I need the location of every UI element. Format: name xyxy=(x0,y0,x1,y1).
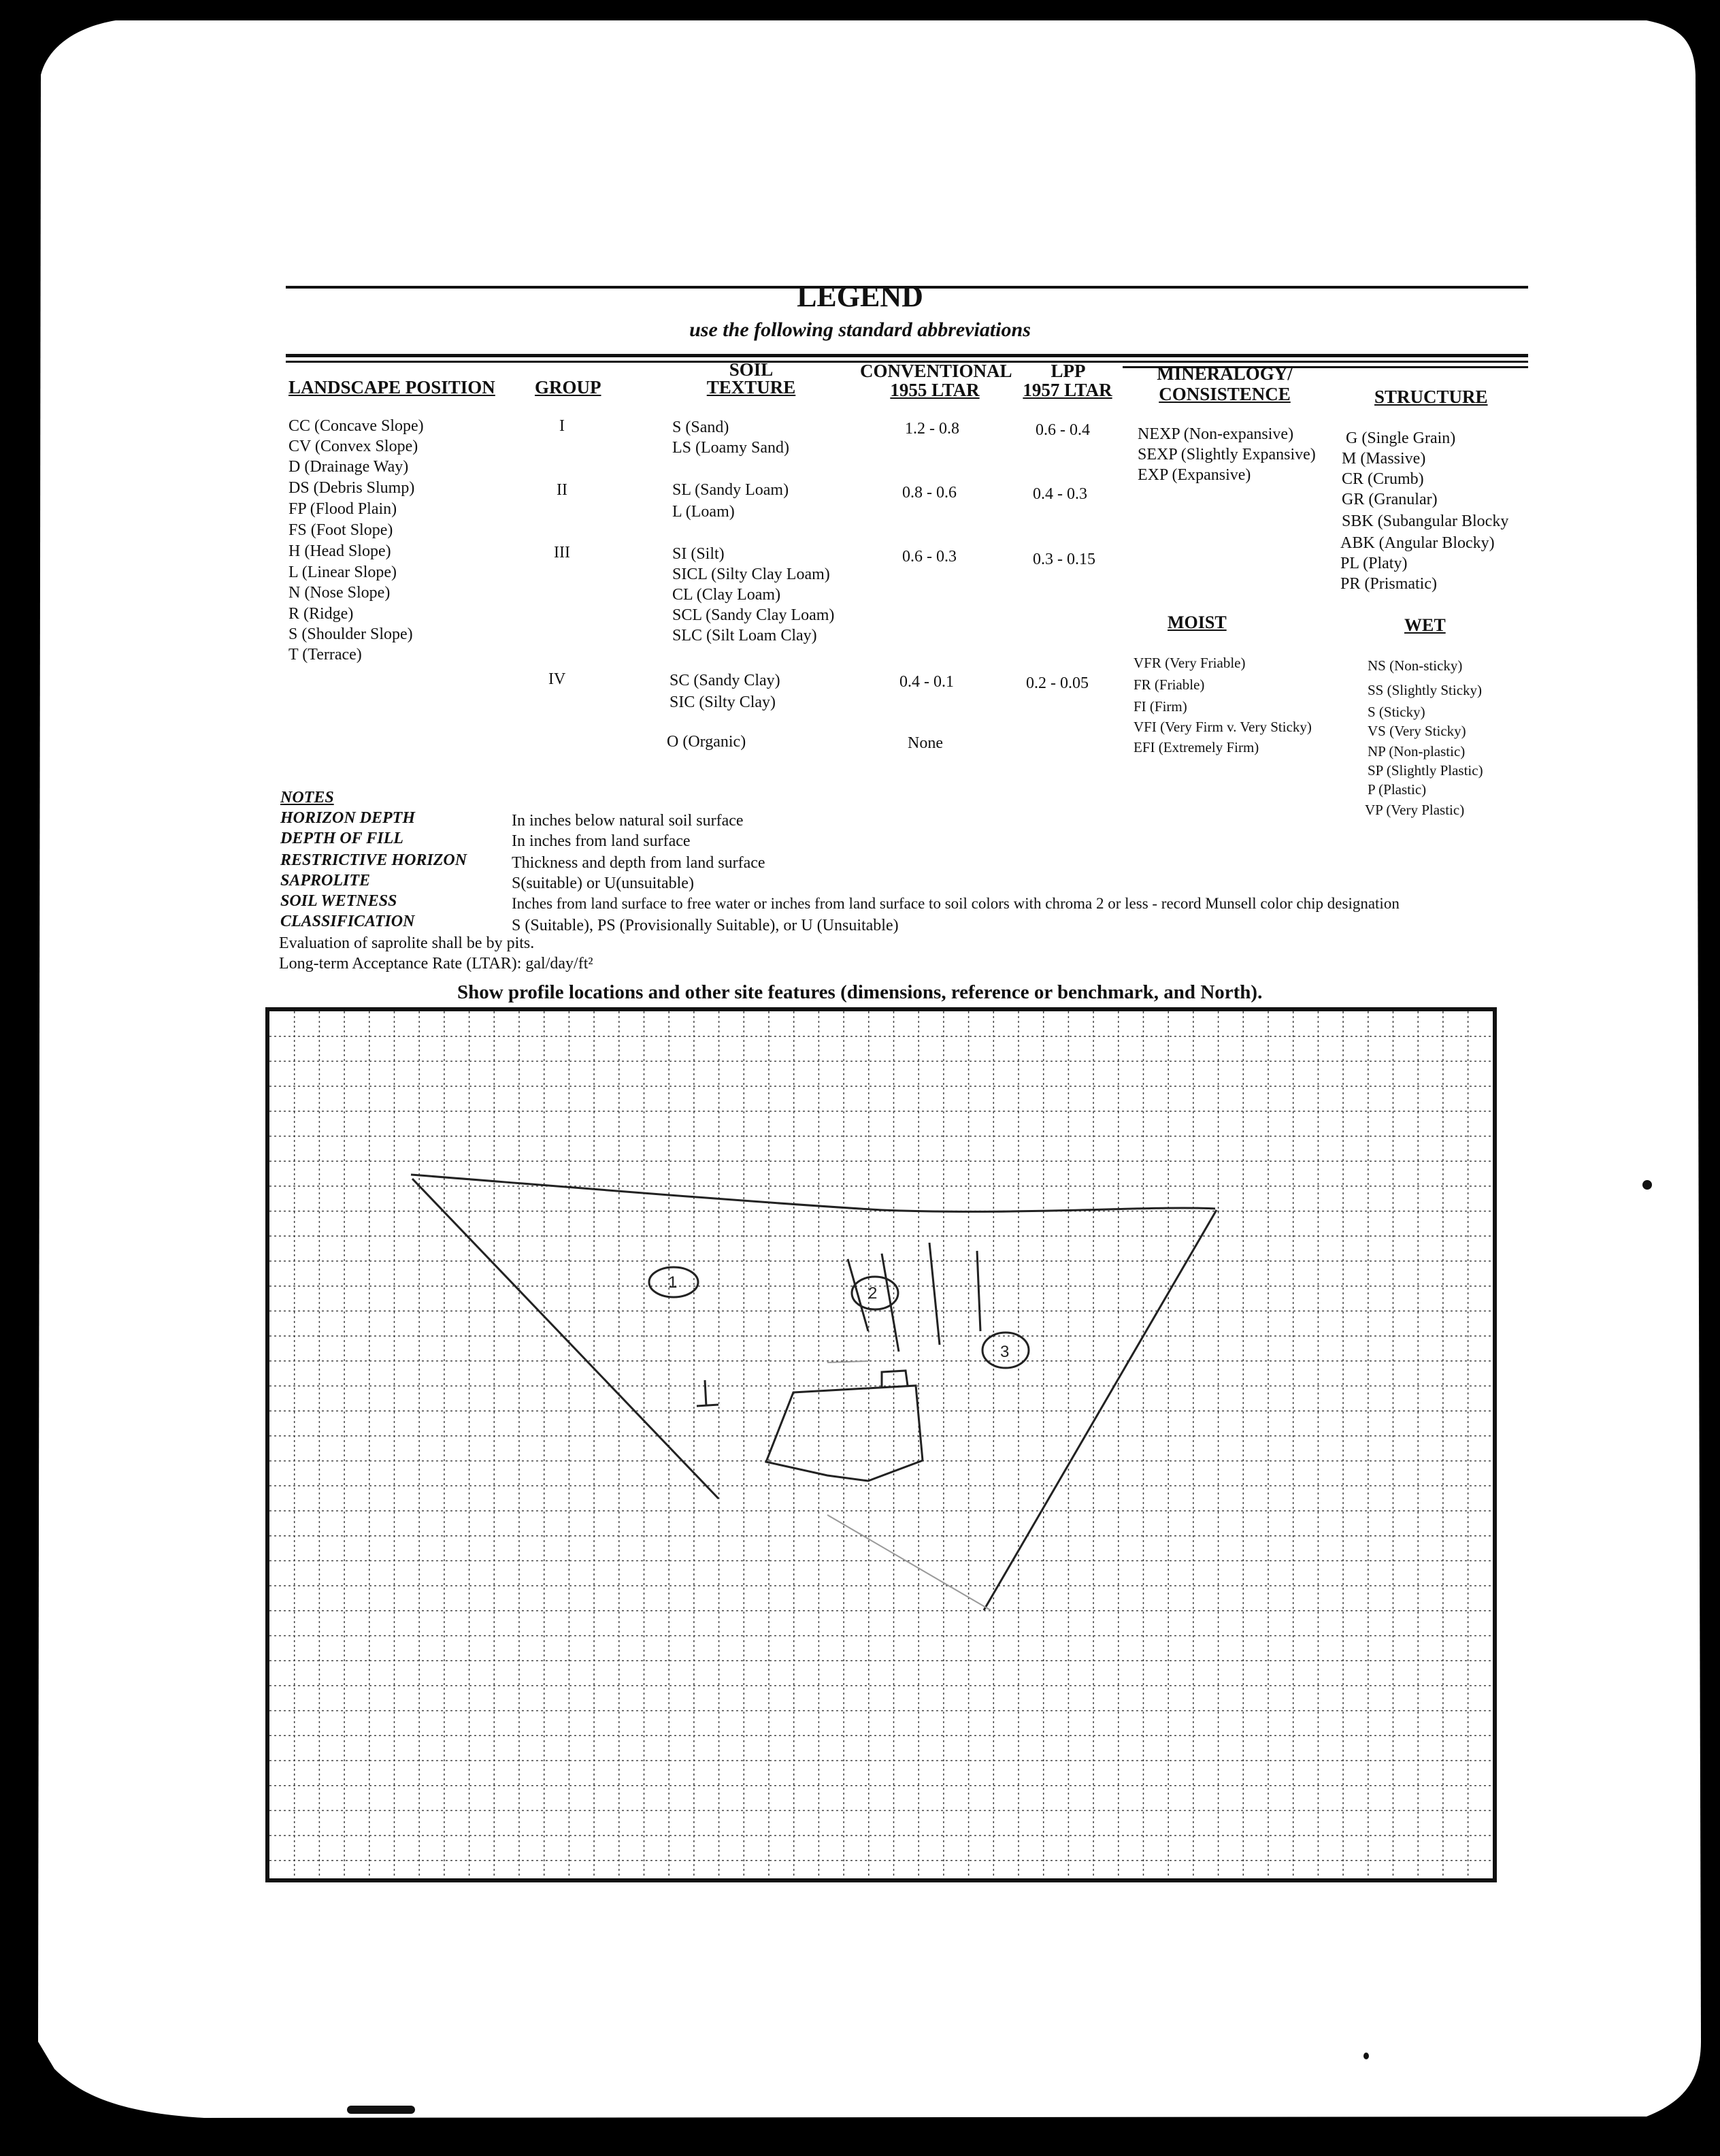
soil-texture: LS (Loamy Sand) xyxy=(672,439,789,457)
conventional-header-line2: 1955 LTAR xyxy=(890,380,980,400)
structure-item: GR (Granular) xyxy=(1342,491,1438,508)
note-label: DEPTH OF FILL xyxy=(280,830,403,847)
note-label: HORIZON DEPTH xyxy=(280,809,415,827)
landscape-item: L (Linear Slope) xyxy=(288,564,397,581)
conventional-ltar: 1.2 - 0.8 xyxy=(905,420,959,438)
soil-texture: S (Sand) xyxy=(672,419,729,436)
wet-item: SS (Slightly Sticky) xyxy=(1368,682,1483,698)
conventional-header-line1: CONVENTIONAL xyxy=(860,361,1012,381)
soil-texture: SIC (Silty Clay) xyxy=(669,693,776,711)
wet-header: WET xyxy=(1404,615,1446,635)
wet-item: SP (Slightly Plastic) xyxy=(1368,762,1483,779)
sketch-line-b xyxy=(882,1254,899,1352)
sketch-building xyxy=(766,1386,923,1481)
soil-texture: SICL (Silty Clay Loam) xyxy=(672,566,830,583)
note-label: SOIL WETNESS xyxy=(280,892,397,910)
structure-item: PL (Platy) xyxy=(1340,555,1408,572)
wet-item: NP (Non-plastic) xyxy=(1368,743,1466,760)
note-text: S (Suitable), PS (Provisionally Suitable), or U (Unsuitable) xyxy=(512,917,899,934)
note-text: S(suitable) or U(unsuitable) xyxy=(512,875,694,892)
lpp-header-line2: 1957 LTAR xyxy=(1023,380,1112,400)
structure-item: PR (Prismatic) xyxy=(1340,575,1437,593)
soil-texture: SCL (Sandy Clay Loam) xyxy=(672,606,835,624)
wet-item: S (Sticky) xyxy=(1368,704,1425,720)
group-number: II xyxy=(557,481,567,499)
note-text: In inches below natural soil surface xyxy=(512,812,744,830)
soil-header-line1: SOIL xyxy=(729,359,774,380)
soil-texture: O (Organic) xyxy=(667,733,746,751)
wet-item: P (Plastic) xyxy=(1368,781,1427,798)
sketch-triangle-top xyxy=(411,1175,1215,1211)
structure-item: ABK (Angular Blocky) xyxy=(1340,534,1495,552)
lpp-ltar: 0.3 - 0.15 xyxy=(1033,551,1095,568)
saprolite-evaluation: Evaluation of saprolite shall be by pits. xyxy=(279,934,535,952)
sketch-label-3: 3 xyxy=(1000,1343,1010,1361)
conventional-ltar: 0.4 - 0.1 xyxy=(899,673,954,691)
group-number: IV xyxy=(548,670,566,688)
landscape-item: R (Ridge) xyxy=(288,605,354,623)
structure-item: SBK (Subangular Blocky xyxy=(1342,512,1509,530)
mineralogy-header-line1: MINERALOGY/ xyxy=(1157,363,1293,384)
mineralogy-item: EXP (Expansive) xyxy=(1138,466,1251,484)
structure-item: M (Massive) xyxy=(1342,450,1426,468)
landscape-position-header: LANDSCAPE POSITION xyxy=(288,377,495,397)
group-number: I xyxy=(559,417,565,435)
wet-item: VP (Very Plastic) xyxy=(1365,802,1465,818)
conventional-ltar: 0.8 - 0.6 xyxy=(902,484,957,502)
moist-header: MOIST xyxy=(1168,612,1227,632)
landscape-item: D (Drainage Way) xyxy=(288,458,409,476)
mineralogy-item: SEXP (Slightly Expansive) xyxy=(1138,446,1316,463)
soil-texture: L (Loam) xyxy=(672,503,735,521)
legend-title: LEGEND xyxy=(797,280,923,313)
soil-texture: SC (Sandy Clay) xyxy=(669,672,780,689)
ltar-note: Long-term Acceptance Rate (LTAR): gal/day/ft² xyxy=(279,955,593,973)
landscape-item: N (Nose Slope) xyxy=(288,584,391,602)
sketch-building-notch xyxy=(882,1371,908,1387)
soil-texture: CL (Clay Loam) xyxy=(672,586,781,604)
lpp-header-line1: LPP xyxy=(1051,361,1086,381)
sketch-line-a xyxy=(848,1259,868,1331)
conventional-ltar: 0.6 - 0.3 xyxy=(902,548,957,566)
sketch-label-2: 2 xyxy=(868,1284,878,1303)
landscape-item: CV (Convex Slope) xyxy=(288,438,418,455)
wet-item: VS (Very Sticky) xyxy=(1368,723,1466,739)
scan-speck xyxy=(1363,2053,1369,2059)
site-instruction: Show profile locations and other site features (dimensions, reference or benchmark, and North). xyxy=(457,981,1263,1003)
mineralogy-header-line2: CONSISTENCE xyxy=(1159,384,1291,404)
soil-header-line2: TEXTURE xyxy=(706,377,796,397)
landscape-item: H (Head Slope) xyxy=(288,542,391,560)
sketch-line-d xyxy=(977,1251,980,1331)
note-label: RESTRICTIVE HORIZON xyxy=(280,851,467,869)
sketch-label-1: 1 xyxy=(668,1273,678,1292)
structure-item: CR (Crumb) xyxy=(1342,470,1424,488)
landscape-item: DS (Debris Slump) xyxy=(288,479,415,497)
note-text: In inches from land surface xyxy=(512,832,691,850)
sketch-tick-left xyxy=(697,1380,718,1406)
mineralogy-item: NEXP (Non-expansive) xyxy=(1138,425,1294,443)
moist-item: VFR (Very Friable) xyxy=(1134,655,1246,671)
group-number: III xyxy=(554,544,570,561)
site-sketch-drawing xyxy=(411,1175,1217,1610)
note-text: Inches from land surface to free water or inches from land surface to soil colors with chroma 2 or less - record Munsell color chip designation xyxy=(512,895,1400,912)
moist-item: FI (Firm) xyxy=(1134,698,1187,715)
grid-lines xyxy=(269,1011,1493,1878)
moist-item: VFI (Very Firm v. Very Sticky) xyxy=(1134,719,1312,735)
note-label: SAPROLITE xyxy=(280,872,371,889)
note-text: Thickness and depth from land surface xyxy=(512,854,765,872)
site-sketch-grid xyxy=(265,1007,1497,1882)
structure-item: G (Single Grain) xyxy=(1346,429,1456,447)
moist-item: FR (Friable) xyxy=(1134,676,1205,693)
group-header: GROUP xyxy=(535,377,601,397)
landscape-item: CC (Concave Slope) xyxy=(288,417,424,435)
scan-speck xyxy=(347,2106,415,2114)
sketch-line-c xyxy=(929,1243,940,1345)
structure-header: STRUCTURE xyxy=(1374,387,1488,407)
soil-texture: SLC (Silt Loam Clay) xyxy=(672,627,817,644)
lpp-ltar: 0.6 - 0.4 xyxy=(1036,421,1090,439)
scan-speck xyxy=(1642,1180,1652,1190)
wet-item: NS (Non-sticky) xyxy=(1368,657,1463,674)
landscape-item: FP (Flood Plain) xyxy=(288,500,397,518)
soil-texture: SL (Sandy Loam) xyxy=(672,481,789,499)
sketch-triangle-left xyxy=(412,1179,718,1499)
note-label: CLASSIFICATION xyxy=(280,913,415,930)
sketch-faint-line xyxy=(827,1515,991,1610)
sketch-dash xyxy=(827,1361,868,1362)
landscape-item: S (Shoulder Slope) xyxy=(288,625,413,643)
landscape-item: T (Terrace) xyxy=(288,646,362,664)
soil-texture: SI (Silt) xyxy=(672,545,725,563)
moist-item: EFI (Extremely Firm) xyxy=(1134,739,1259,755)
lpp-ltar: 0.2 - 0.05 xyxy=(1026,674,1089,692)
conventional-ltar: None xyxy=(908,734,943,752)
lpp-ltar: 0.4 - 0.3 xyxy=(1033,485,1087,503)
header-rule-1 xyxy=(286,354,1528,357)
notes-title: NOTES xyxy=(280,789,334,806)
landscape-item: FS (Foot Slope) xyxy=(288,521,393,539)
legend-subtitle: use the following standard abbreviations xyxy=(689,318,1031,341)
